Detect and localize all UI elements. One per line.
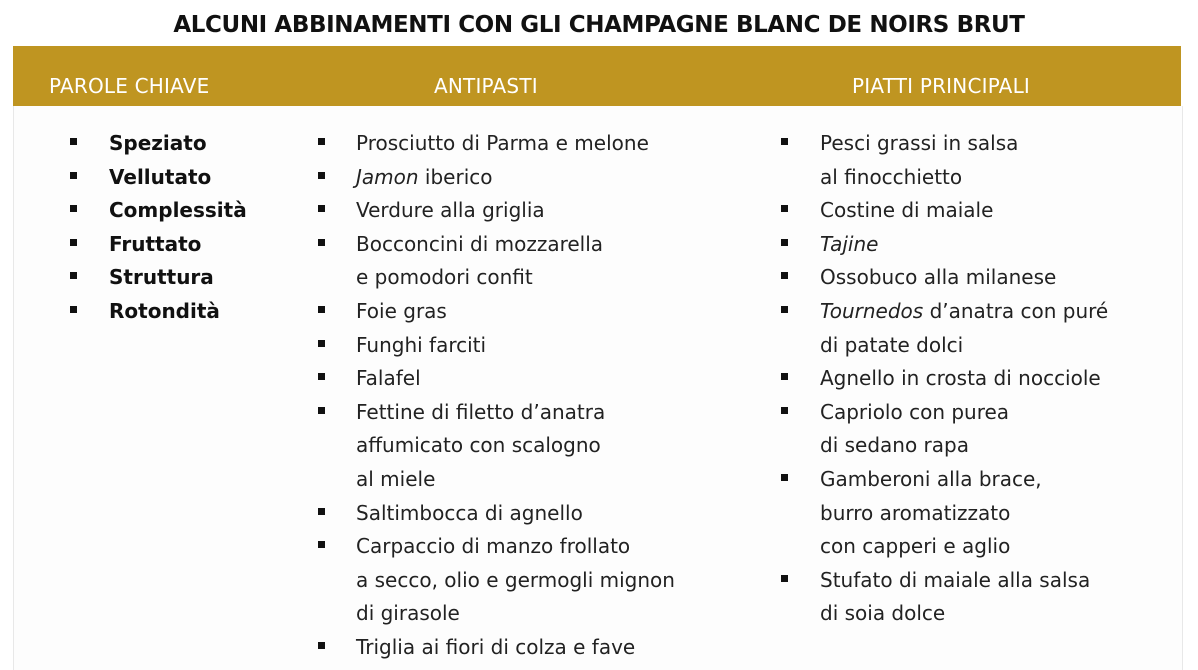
header-antipasti: ANTIPASTI: [434, 74, 538, 98]
antipasto-item: [356, 497, 675, 531]
antipasto-item: [356, 396, 675, 497]
list-item-text: Saltimbocca di agnello: [356, 500, 583, 525]
list-item-text: Vellutato: [109, 164, 212, 189]
square-bullet-icon: [70, 205, 77, 212]
square-bullet-icon: [318, 642, 325, 649]
list-item-text: [820, 228, 1108, 262]
list-item-text: Fettine di filetto d’anatra: [356, 399, 606, 424]
piatto-principale-item: [820, 295, 1108, 362]
list-item-text: Agnello in crosta di nocciole: [820, 366, 1101, 391]
list-item-text: Ossobuco alla milanese: [820, 265, 1057, 290]
square-bullet-icon: [318, 306, 325, 313]
list-item-text: Foie gras: [356, 298, 447, 323]
square-bullet-icon: [781, 474, 788, 481]
square-bullet-icon: [318, 407, 325, 414]
square-bullet-icon: [781, 239, 788, 246]
square-bullet-icon: [70, 306, 77, 313]
list-item-text: Tournedos d’anatra con puré: [820, 298, 1109, 323]
piatto-principale-item: [820, 362, 1108, 396]
square-bullet-icon: [781, 407, 788, 414]
square-bullet-icon: [781, 373, 788, 380]
antipasto-item: [356, 194, 675, 228]
piatto-principale-item: [820, 564, 1108, 631]
piatto-principale-item: [820, 396, 1108, 463]
antipasto-item: [356, 295, 675, 329]
list-item-text: Stufato di maiale alla salsa: [820, 567, 1091, 592]
list-item-text: e pomodori confit: [356, 265, 533, 290]
list-item-text: Verdure alla griglia: [356, 198, 545, 223]
list-item-text: Bocconcini di mozzarella: [356, 231, 604, 256]
italic-dish-name: Tajine: [820, 231, 879, 256]
header-piatti-principali: PIATTI PRINCIPALI: [852, 74, 1031, 98]
keywords-list: [109, 127, 247, 329]
list-item-text: Capriolo con purea: [820, 399, 1010, 424]
antipasto-item: [356, 329, 675, 363]
list-item-text: Pesci grassi in salsa: [820, 131, 1019, 155]
square-bullet-icon: [781, 272, 788, 279]
square-bullet-icon: [70, 172, 77, 179]
square-bullet-icon: [318, 239, 325, 246]
list-item-text: Speziato: [109, 131, 207, 155]
list-item-text: Triglia ai fiori di colza e fave: [356, 634, 636, 659]
square-bullet-icon: [318, 340, 325, 347]
antipasti-list: [356, 127, 675, 665]
header-keywords: PAROLE CHIAVE: [49, 74, 210, 98]
antipasto-item: [356, 362, 675, 396]
square-bullet-icon: [781, 306, 788, 313]
list-item-text: Rotondità: [109, 298, 220, 323]
list-item-text: di patate dolci: [820, 332, 964, 357]
italic-dish-name: Tournedos: [820, 298, 924, 323]
square-bullet-icon: [318, 373, 325, 380]
piatto-principale-item: [820, 194, 1108, 228]
list-item-text: Jamon iberico: [356, 164, 493, 189]
list-item-text: di soia dolce: [820, 601, 946, 626]
list-item-text: al finocchietto: [820, 164, 963, 189]
piatto-principale-item: [820, 228, 1108, 262]
square-bullet-icon: [70, 272, 77, 279]
antipasto-item: [356, 161, 675, 195]
list-item-text: Complessità: [109, 198, 247, 223]
list-item-text: Falafel: [356, 366, 421, 391]
list-item-text: Carpaccio di manzo frollato: [356, 534, 631, 559]
piatto-principale-item: [820, 463, 1108, 564]
keyword-item: [109, 228, 247, 262]
square-bullet-icon: [70, 138, 77, 145]
keyword-item: [109, 194, 247, 228]
list-item-text: burro aromatizzato: [820, 500, 1011, 525]
antipasto-item: [356, 228, 675, 295]
list-item-text: Prosciutto di Parma e melone: [356, 131, 649, 155]
list-item-text: Struttura: [109, 265, 214, 290]
antipasto-item: [356, 631, 675, 665]
square-bullet-icon: [318, 172, 325, 179]
list-item-text: Costine di maiale: [820, 198, 994, 223]
list-item-text: con capperi e aglio: [820, 534, 1011, 559]
keyword-item: [109, 161, 247, 195]
antipasto-item: [356, 127, 675, 161]
page-title: ALCUNI ABBINAMENTI CON GLI CHAMPAGNE BLANC DE NOIRS BRUT: [173, 12, 1025, 38]
list-item-text: Funghi farciti: [356, 332, 487, 357]
square-bullet-icon: [781, 205, 788, 212]
keyword-item: [109, 127, 247, 161]
square-bullet-icon: [781, 575, 788, 582]
list-item-text: di girasole: [356, 601, 460, 626]
square-bullet-icon: [318, 541, 325, 548]
square-bullet-icon: [318, 508, 325, 515]
piatto-principale-item: [820, 127, 1108, 194]
keyword-item: [109, 295, 247, 329]
square-bullet-icon: [781, 138, 788, 145]
square-bullet-icon: [318, 205, 325, 212]
list-item-text: Gamberoni alla brace,: [820, 466, 1042, 491]
list-item-text: affumicato con scalogno: [356, 433, 601, 458]
list-item-text: al miele: [356, 466, 436, 491]
list-item-text: a secco, olio e germogli mignon: [356, 567, 675, 592]
antipasto-item: [356, 530, 675, 631]
piatto-principale-item: [820, 261, 1108, 295]
list-item-text: di sedano rapa: [820, 433, 969, 458]
square-bullet-icon: [70, 239, 77, 246]
list-item-text: Fruttato: [109, 231, 202, 256]
keyword-item: [109, 261, 247, 295]
italic-dish-name: Jamon: [356, 164, 419, 189]
piatti-principali-list: [820, 127, 1108, 631]
square-bullet-icon: [318, 138, 325, 145]
